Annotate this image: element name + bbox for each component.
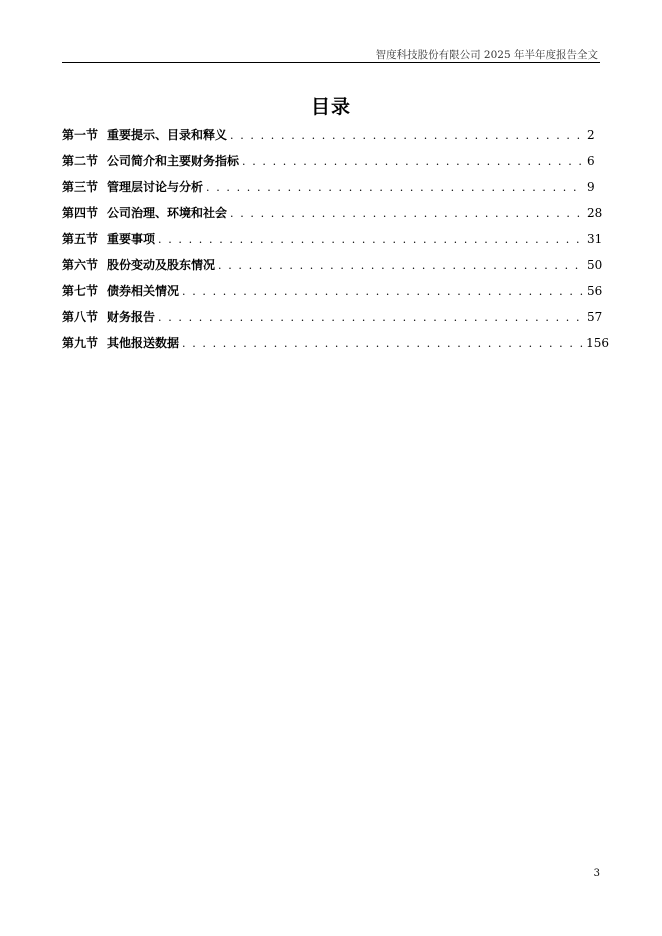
toc-section-number: 第五节 [62, 232, 99, 246]
header-divider [62, 62, 600, 63]
toc-section-number: 第一节 [62, 128, 99, 142]
toc-list [62, 122, 609, 356]
toc-page-number: 28 [587, 206, 603, 220]
toc-section-number: 第三节 [62, 180, 99, 194]
toc-section-name: 股份变动及股东情况 [107, 258, 216, 272]
toc-entry-3[interactable] [62, 174, 609, 200]
toc-dot-leader [182, 331, 583, 357]
toc-dot-leader [230, 123, 584, 149]
toc-dot-leader [182, 279, 584, 305]
toc-entry-1[interactable] [62, 122, 609, 148]
toc-entry-6[interactable] [62, 252, 609, 278]
toc-entry-7[interactable] [62, 278, 609, 304]
toc-section-name: 公司治理、环境和社会 [107, 206, 228, 220]
toc-page-number: 50 [587, 258, 603, 272]
toc-dot-leader [158, 305, 584, 331]
toc-page-number: 6 [587, 154, 595, 168]
toc-entry-5[interactable] [62, 226, 609, 252]
toc-page-number: 31 [587, 232, 603, 246]
toc-section-number: 第二节 [62, 154, 99, 168]
toc-title: 目录 [310, 96, 351, 118]
toc-page-number: 2 [587, 128, 595, 142]
toc-dot-leader [230, 201, 584, 227]
toc-entry-8[interactable] [62, 304, 609, 330]
toc-section-number: 第七节 [62, 284, 99, 298]
toc-section-number: 第六节 [62, 258, 99, 272]
toc-section-number: 第八节 [62, 310, 99, 324]
toc-page-number: 57 [587, 310, 603, 324]
toc-section-name: 重要提示、目录和释义 [107, 128, 228, 142]
toc-entry-9[interactable] [62, 330, 609, 356]
toc-section-number: 第九节 [62, 336, 99, 350]
toc-section-number: 第四节 [62, 206, 99, 220]
toc-dot-leader [206, 175, 584, 201]
toc-page-number: 56 [587, 284, 603, 298]
toc-page-number: 9 [587, 180, 595, 194]
toc-section-name: 公司简介和主要财务指标 [107, 154, 240, 168]
toc-section-name: 管理层讨论与分析 [107, 180, 204, 194]
toc-section-name: 重要事项 [107, 232, 156, 246]
toc-section-name: 债券相关情况 [107, 284, 180, 298]
toc-section-name: 其他报送数据 [107, 336, 180, 350]
running-header: 智度科技股份有限公司 2025 年半年度报告全文 [375, 49, 598, 61]
toc-entry-2[interactable] [62, 148, 609, 174]
toc-page-number: 156 [586, 336, 609, 350]
footer-page-number: 3 [593, 868, 600, 879]
toc-dot-leader [218, 253, 584, 279]
toc-entry-4[interactable] [62, 200, 609, 226]
toc-dot-leader [158, 227, 584, 253]
toc-dot-leader [242, 149, 584, 175]
toc-section-name: 财务报告 [107, 310, 156, 324]
